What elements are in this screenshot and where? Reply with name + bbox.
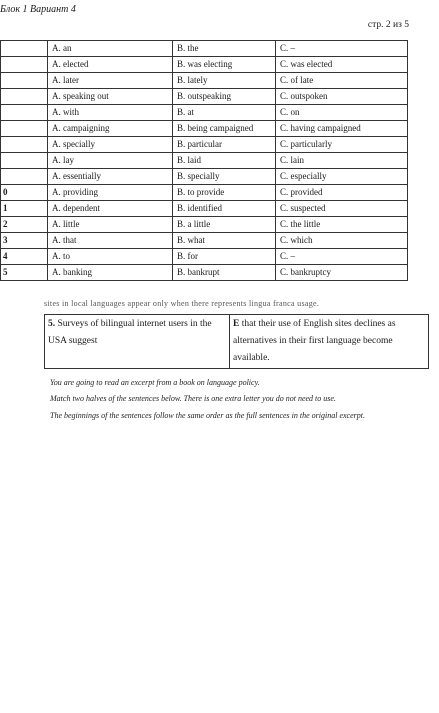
option-a: A. providing xyxy=(48,185,173,201)
question-number: 3 xyxy=(1,233,48,249)
option-c: C. the little xyxy=(276,217,408,233)
question-number: 4 xyxy=(1,249,48,265)
option-a: A. lay xyxy=(48,153,173,169)
table-row xyxy=(1,153,408,169)
option-b: B. specially xyxy=(173,169,276,185)
page-number: стр. 2 из 5 xyxy=(367,20,409,30)
option-c: C. – xyxy=(276,249,408,265)
option-c: C. bankruptcy xyxy=(276,265,408,281)
cut-off-text: sites in local languages appear only when there represents lingua franca usage. xyxy=(44,299,320,308)
table-row xyxy=(1,201,408,217)
question-number: 1 xyxy=(1,201,48,217)
option-c: C. suspected xyxy=(276,201,408,217)
option-b: B. being campaigned xyxy=(173,121,276,137)
question-number xyxy=(1,137,48,153)
matching-row xyxy=(45,315,429,369)
option-a: A. campaigning xyxy=(48,121,173,137)
option-a: A. an xyxy=(48,41,173,57)
question-number xyxy=(1,57,48,73)
option-b: B. identified xyxy=(173,201,276,217)
matching-table xyxy=(44,314,429,369)
question-number: 5 xyxy=(1,265,48,281)
sentence-ending: E that their use of English sites declines as alternatives in their first language become available. xyxy=(230,315,429,369)
option-b: B. to provide xyxy=(173,185,276,201)
option-c: C. of late xyxy=(276,73,408,89)
option-b: B. at xyxy=(173,105,276,121)
option-c: C. on xyxy=(276,105,408,121)
instruction-line: Match two halves of the sentences below. There is one extra letter you do not need to use. xyxy=(50,394,336,403)
option-c: C. outspoken xyxy=(276,89,408,105)
option-b: B. lately xyxy=(173,73,276,89)
header-title: Блок 1 Вариант 4 xyxy=(0,4,76,15)
instruction-line: You are going to read an excerpt from a book on language policy. xyxy=(50,378,260,387)
option-a: A. speaking out xyxy=(48,89,173,105)
option-b: B. was electing xyxy=(173,57,276,73)
option-c: C. which xyxy=(276,233,408,249)
option-a: A. to xyxy=(48,249,173,265)
table-row xyxy=(1,233,408,249)
option-c: C. particularly xyxy=(276,137,408,153)
option-a: A. little xyxy=(48,217,173,233)
option-b: B. laid xyxy=(173,153,276,169)
table-row xyxy=(1,217,408,233)
sentence-beginning: 5. Surveys of bilingual internet users in the USA suggest xyxy=(45,315,230,369)
table-row xyxy=(1,265,408,281)
option-a: A. that xyxy=(48,233,173,249)
option-a: A. specially xyxy=(48,137,173,153)
option-a: A. elected xyxy=(48,57,173,73)
option-b: B. for xyxy=(173,249,276,265)
option-c: C. having campaigned xyxy=(276,121,408,137)
question-number xyxy=(1,153,48,169)
option-a: A. dependent xyxy=(48,201,173,217)
option-a: A. essentially xyxy=(48,169,173,185)
option-b: B. a little xyxy=(173,217,276,233)
option-c: C. lain xyxy=(276,153,408,169)
table-row xyxy=(1,121,408,137)
table-row xyxy=(1,185,408,201)
option-c: C. especially xyxy=(276,169,408,185)
question-number xyxy=(1,41,48,57)
option-b: B. the xyxy=(173,41,276,57)
option-b: B. what xyxy=(173,233,276,249)
instruction-line: The beginnings of the sentences follow the same order as the full sentences in the original excerpt. xyxy=(50,411,365,420)
option-b: B. particular xyxy=(173,137,276,153)
table-row xyxy=(1,137,408,153)
table-row xyxy=(1,105,408,121)
question-number: 0 xyxy=(1,185,48,201)
option-b: B. bankrupt xyxy=(173,265,276,281)
question-number: 2 xyxy=(1,217,48,233)
table-row xyxy=(1,249,408,265)
question-number xyxy=(1,73,48,89)
table-row xyxy=(1,89,408,105)
question-number xyxy=(1,105,48,121)
question-number xyxy=(1,121,48,137)
table-row xyxy=(1,57,408,73)
options-table xyxy=(0,40,408,281)
option-a: A. with xyxy=(48,105,173,121)
option-a: A. banking xyxy=(48,265,173,281)
table-row xyxy=(1,73,408,89)
question-number xyxy=(1,169,48,185)
option-c: C. provided xyxy=(276,185,408,201)
option-c: C. was elected xyxy=(276,57,408,73)
table-row xyxy=(1,169,408,185)
option-c: C. – xyxy=(276,41,408,57)
question-number xyxy=(1,89,48,105)
option-a: A. later xyxy=(48,73,173,89)
option-b: B. outspeaking xyxy=(173,89,276,105)
table-row xyxy=(1,41,408,57)
